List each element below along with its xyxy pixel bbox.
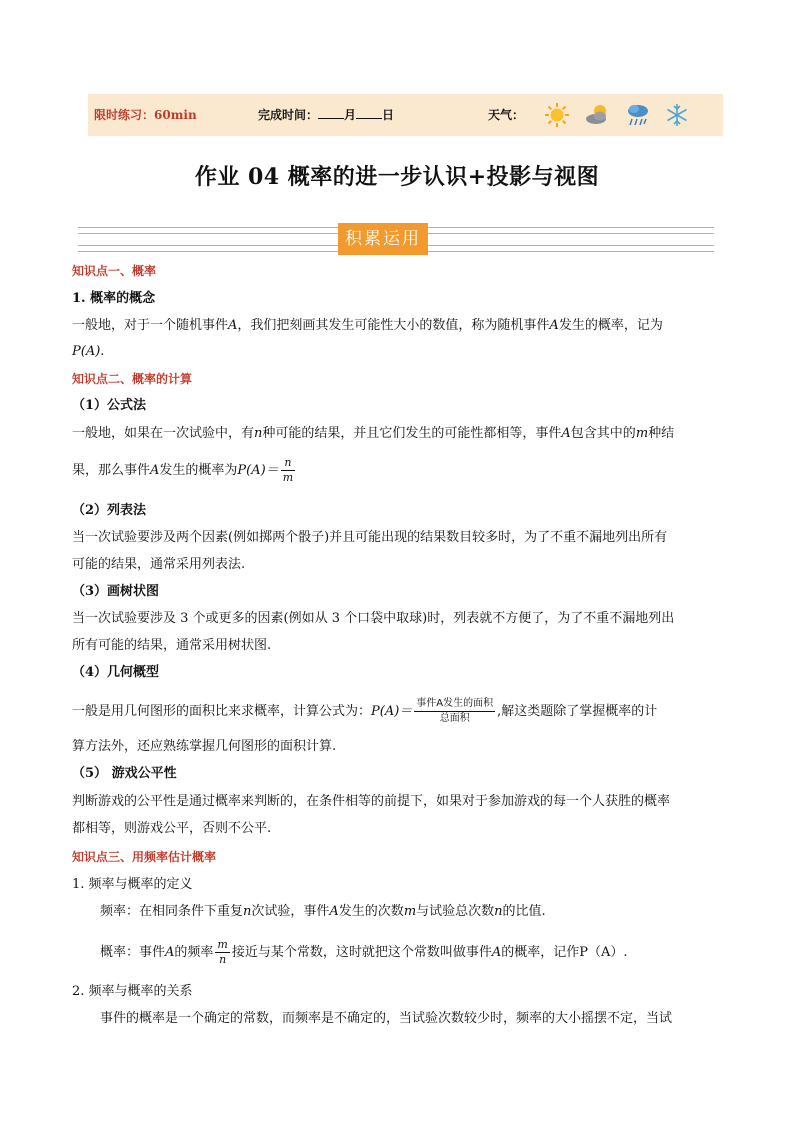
kp2-method1-title: （1）公式法: [72, 398, 147, 413]
kp3-probability-def: 概率：事件A的频率 $\frac{m}{n}$ 接近与某个常数，这时就把这个常数叫做事件A的概率，记作P（A）.: [100, 938, 628, 966]
kp3-sub2: 2. 频率与概率的关系: [72, 984, 193, 999]
kp3-relation-line1: 事件的概率是一个确定的常数，而频率是不确定的，当试验次数较少时，频率的大小摇摆不定，当试: [100, 1011, 673, 1026]
kp2-method5-line1: 判断游戏的公平性是通过概率来判断的，在条件相等的前提下，如果对于参加游戏的每一个人获胜的概率: [72, 794, 671, 809]
kp2-method4-title: （4）几何概型: [72, 665, 160, 680]
fraction-area-ratio: $\frac{\text{事件A发生的面积}}{\text{总面积}}$: [416, 698, 494, 724]
kp2-method3-line2: 所有可能的结果，通常采用树状图.: [72, 638, 272, 653]
page-title: 作业 04 概率的进一步认识+投影与视图: [194, 164, 600, 190]
kp2-method3-title: （3）画树状图: [72, 584, 160, 599]
kp2-method1-line2: 果，那么事件A发生的概率为P(A)＝ $\frac{n}{m}$: [72, 456, 294, 484]
kp2-heading: 知识点二、概率的计算: [72, 372, 193, 386]
time-limit: 限时练习：60min: [94, 108, 197, 122]
rain-icon: [625, 102, 651, 128]
sun-icon: [544, 102, 570, 128]
fraction-m-over-n: $\frac{m}{n}$: [217, 938, 228, 966]
kp3-heading: 知识点三、用频率估计概率: [72, 850, 217, 864]
kp2-method4-line2: 算方法外，还应熟练掌握几何图形的面积计算.: [72, 739, 337, 754]
kp2-method2-line2: 可能的结果，通常采用列表法.: [72, 557, 246, 572]
partly-cloudy-icon: [585, 102, 611, 128]
header-bar: [88, 94, 723, 136]
kp1-heading: 知识点一、概率: [72, 264, 157, 278]
section-title: 积累运用: [338, 223, 428, 255]
fraction-n-over-m: $\frac{n}{m}$: [282, 456, 294, 484]
kp3-frequency-def: 频率：在相同条件下重复n次试验，事件A发生的次数m与试验总次数n的比值.: [100, 904, 546, 919]
kp2-method2-title: （2）列表法: [72, 503, 147, 518]
kp1-line2: P(A).: [72, 344, 105, 359]
kp1-line1: 一般地，对于一个随机事件A，我们把刻画其发生可能性大小的数值，称为随机事件A发生的概率，记为: [72, 318, 663, 333]
kp2-method1-line1: 一般地，如果在一次试验中，有n种可能的结果，并且它们发生的可能性都相等，事件A包含其中的m种结: [72, 426, 675, 441]
kp2-method2-line1: 当一次试验要涉及两个因素(例如掷两个骰子)并且可能出现的结果数目较多时，为了不重不漏地列出所有: [72, 530, 668, 545]
finish-time: 完成时间： 月 日: [258, 108, 395, 122]
weather-label: 天气：: [488, 108, 525, 122]
kp1-sub: 1. 概率的概念: [72, 291, 156, 306]
kp2-method5-line2: 都相等，则游戏公平，否则不公平.: [72, 821, 272, 836]
kp3-sub1: 1. 频率与概率的定义: [72, 877, 193, 892]
snowflake-icon: [664, 102, 690, 128]
kp2-method4-line1: 一般是用几何图形的面积比来求概率，计算公式为：P(A)＝ $\frac{\text{事件A发生的面积}}{\text{总面积}}$ ,解这类题除了掌握概率的计: [72, 698, 658, 724]
kp2-method5-title: （5） 游戏公平性: [72, 766, 177, 781]
kp2-method3-line1: 当一次试验要涉及 3 个或更多的因素(例如从 3 个口袋中取球)时，列表就不方便了，为了不重不漏地列出: [72, 611, 675, 626]
